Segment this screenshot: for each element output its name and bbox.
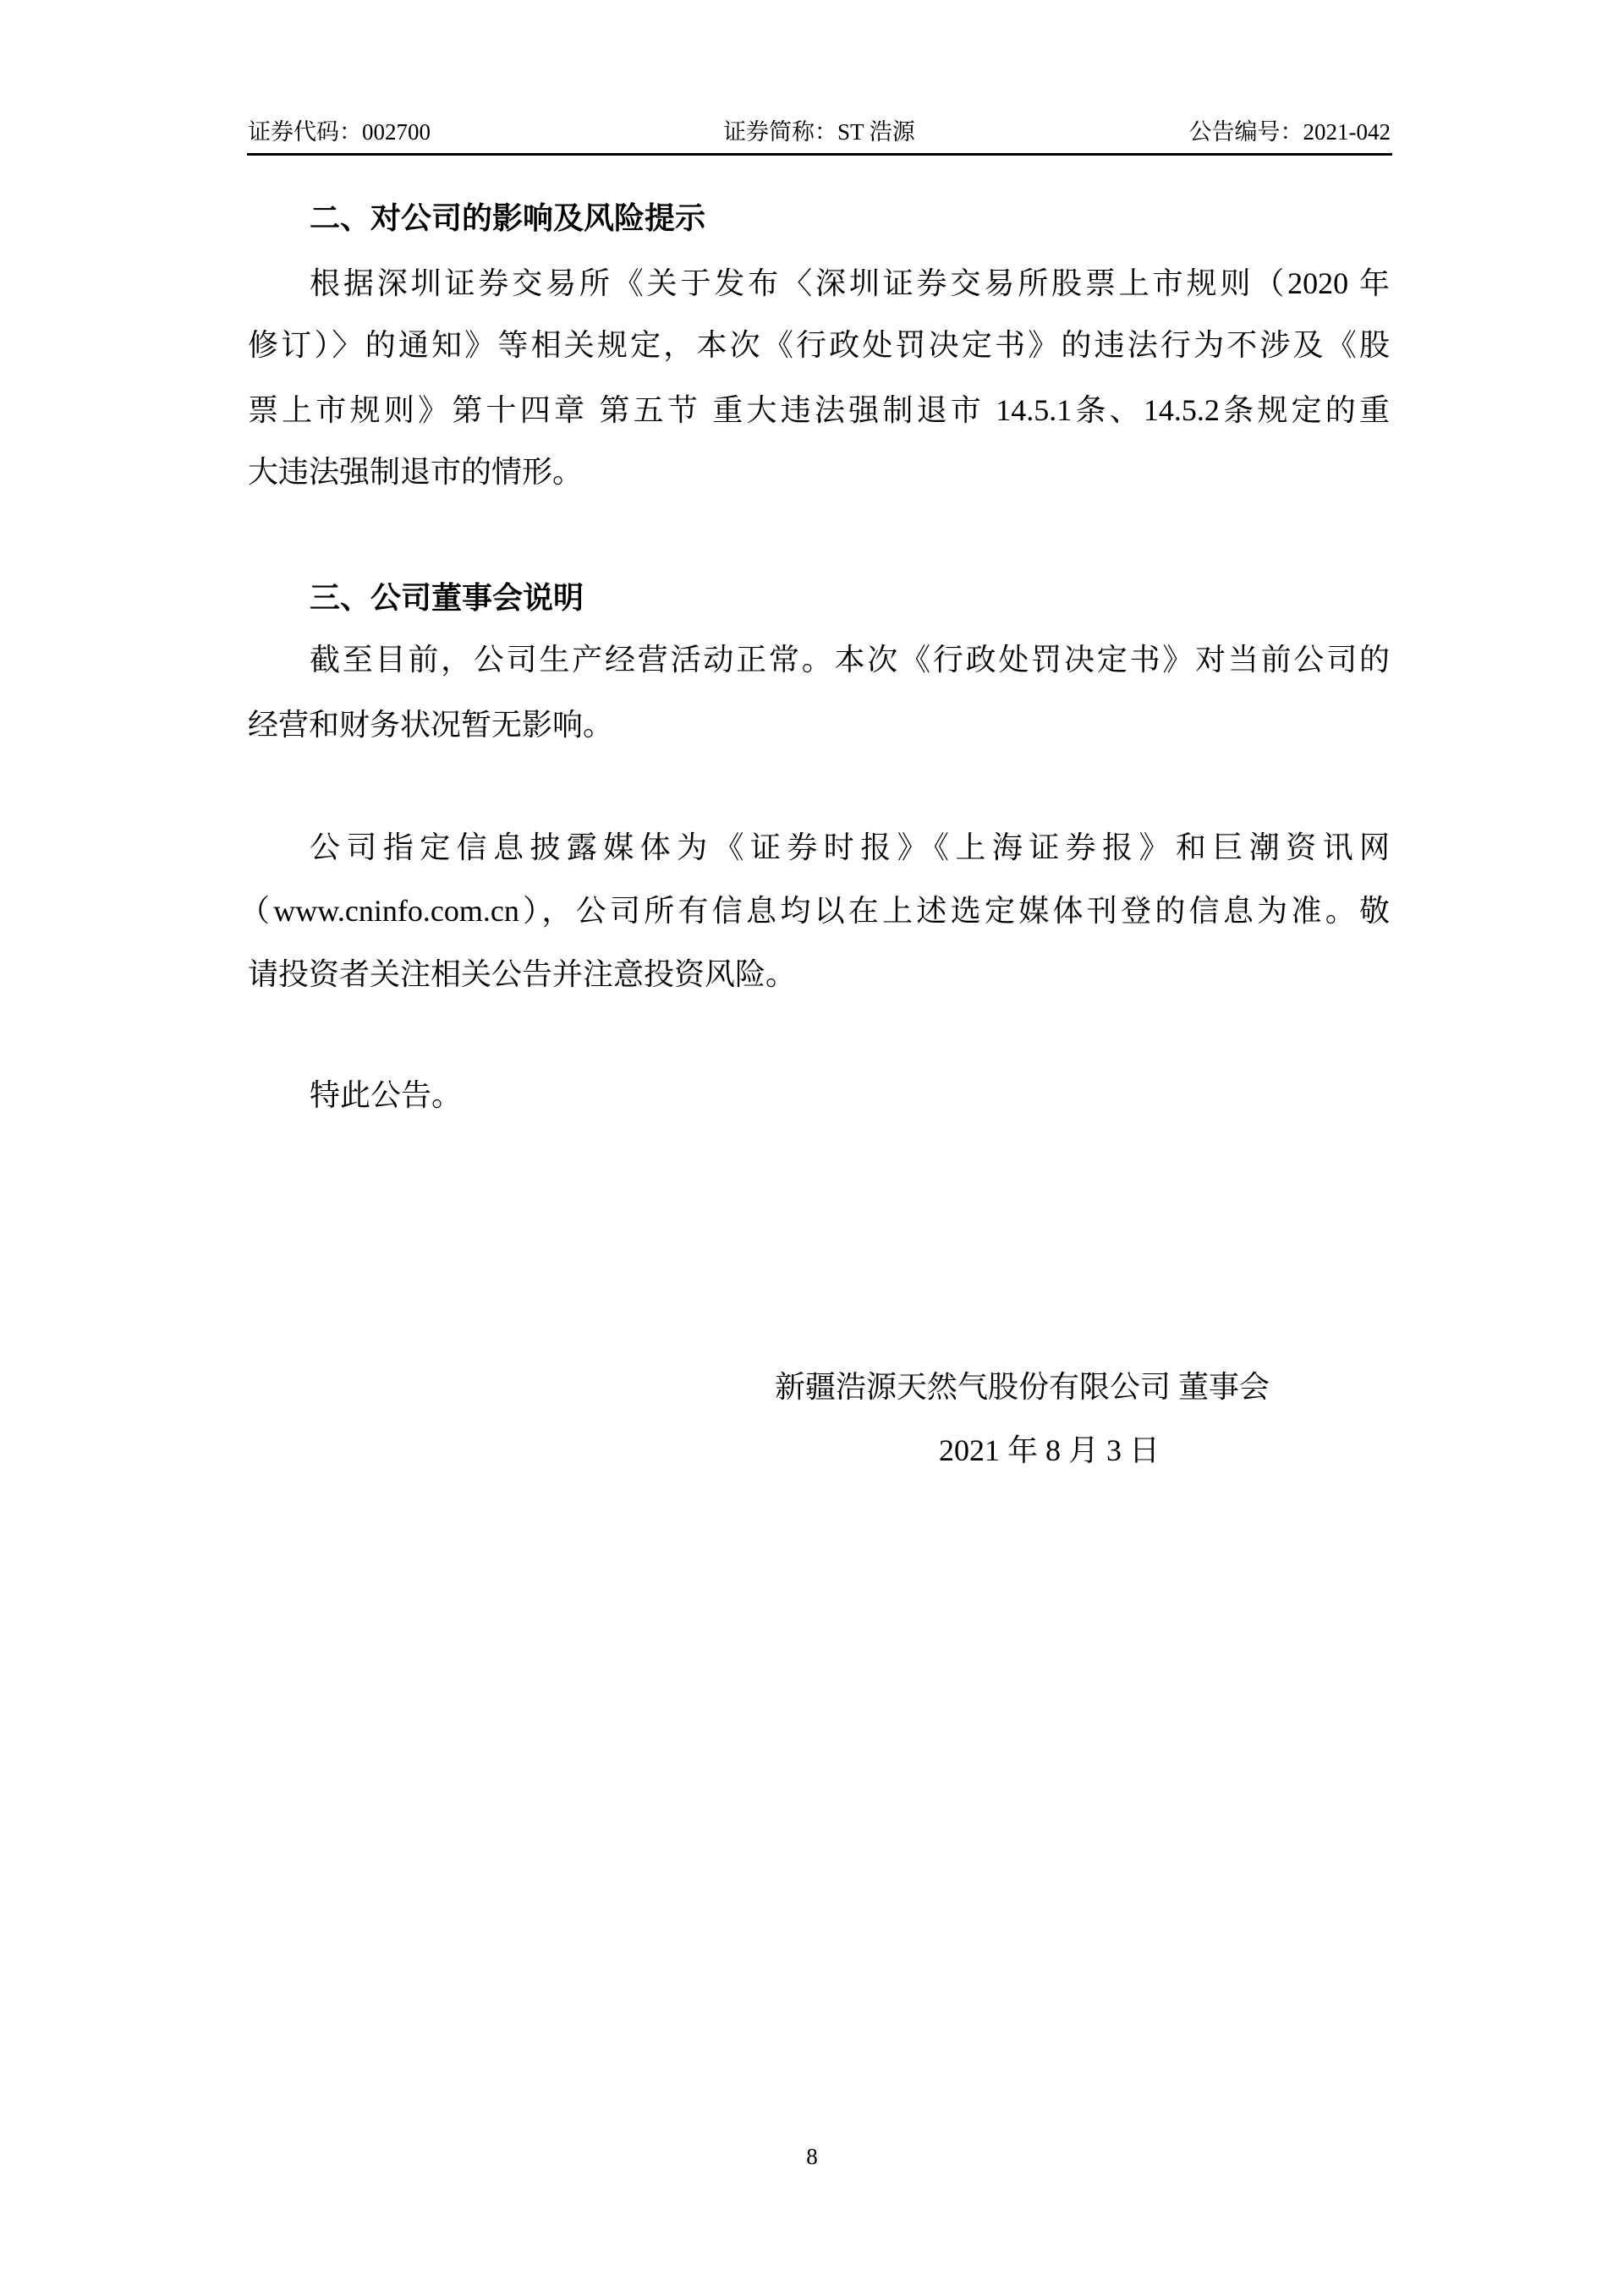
paragraph-line: 票上市规则》第十四章 第五节 重大违法强制退市 14.5.1条、14.5.2条规定的重 [248, 393, 1390, 427]
paragraph-line: 修订）〉的通知》等相关规定，本次《行政处罚决定书》的违法行为不涉及《股 [248, 328, 1390, 362]
header-stock-code: 证券代码：002700 [248, 119, 431, 145]
disclosure-line: （www.cninfo.com.cn），公司所有信息均以在上述选定媒体刊登的信息为准。敬 [239, 894, 1390, 928]
section-heading-board: 三、公司董事会说明 [310, 581, 584, 615]
section-heading-impact: 二、对公司的影响及风险提示 [310, 201, 706, 235]
paragraph-line: 经营和财务状况暂无影响。 [248, 708, 614, 742]
header-stock-name: 证券简称：ST 浩源 [723, 119, 915, 145]
paragraph-line: 截至目前，公司生产经营活动正常。本次《行政处罚决定书》对当前公司的 [310, 643, 1390, 677]
disclosure-line: 公司指定信息披露媒体为《证券时报》《上海证券报》和巨潮资讯网 [310, 830, 1390, 864]
closing-text: 特此公告。 [310, 1078, 463, 1112]
header-notice-number: 公告编号：2021-042 [1188, 119, 1391, 145]
signature-date: 2021 年 8 月 3 日 [939, 1433, 1160, 1467]
signature-company: 新疆浩源天然气股份有限公司 董事会 [775, 1370, 1270, 1404]
header-rule [247, 153, 1392, 156]
paragraph-line: 根据深圳证券交易所《关于发布〈深圳证券交易所股票上市规则（2020 年 [310, 266, 1390, 300]
paragraph-line: 大违法强制退市的情形。 [248, 455, 584, 489]
page-number: 8 [806, 2144, 818, 2169]
disclosure-line: 请投资者关注相关公告并注意投资风险。 [248, 957, 797, 991]
